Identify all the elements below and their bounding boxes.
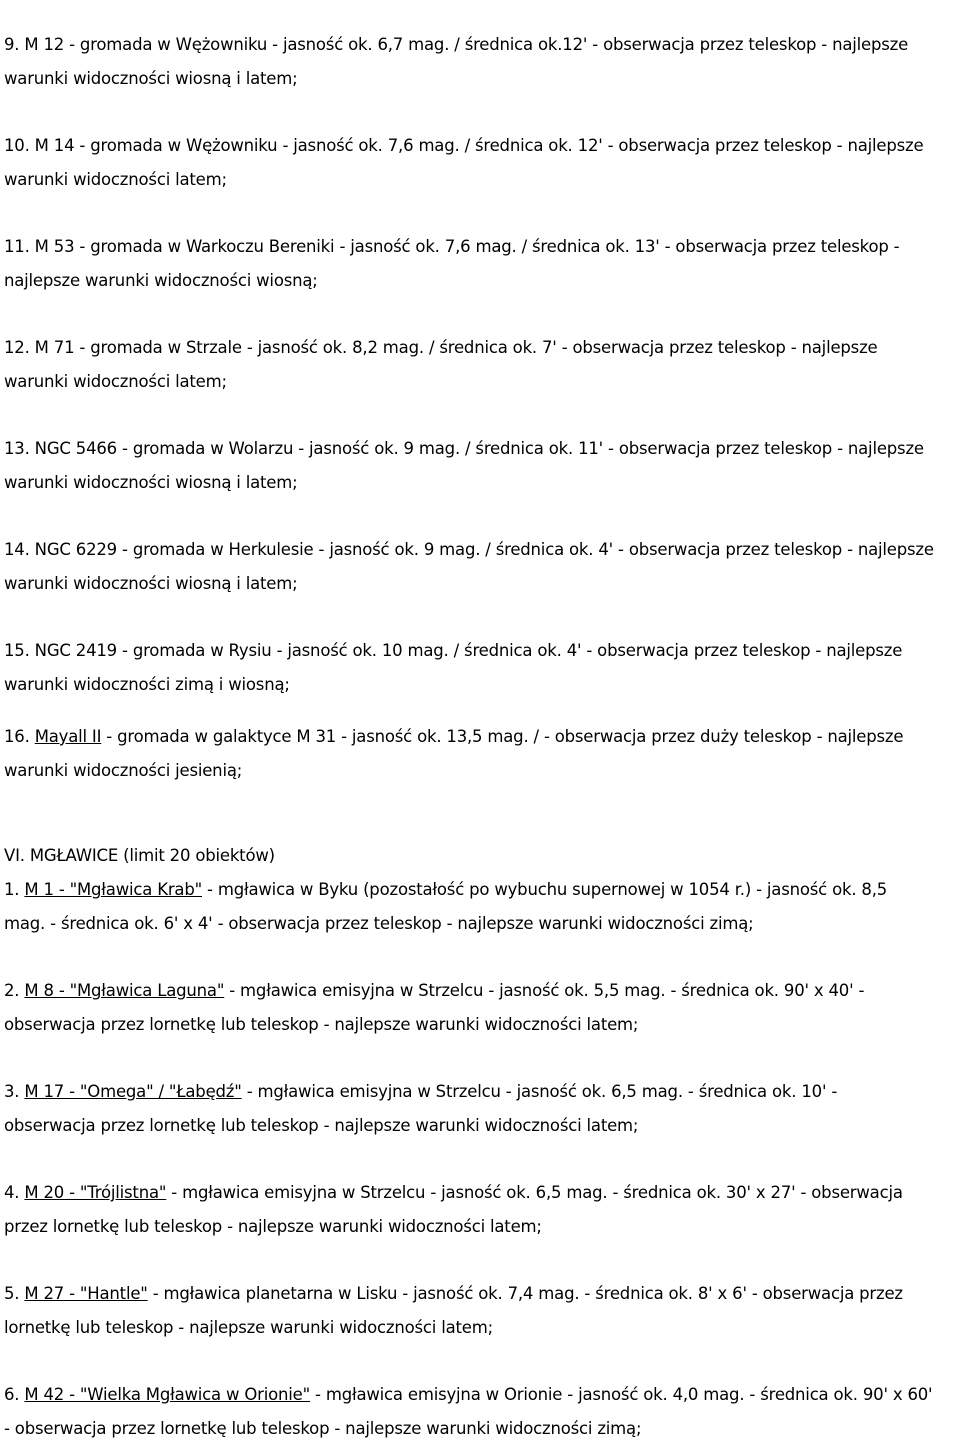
nebula-4-link[interactable]: M 20 - "Trójlistna" bbox=[24, 1183, 167, 1202]
nebula-2-text: - mgławica emisyjna w Strzelcu - jasność ok. 5,5 mag. - średnica ok. 90' x 40' - bbox=[224, 981, 865, 1000]
item-13-line-2: warunki widoczności wiosną i latem; bbox=[4, 473, 298, 492]
nebula-2-number: 2. bbox=[4, 981, 25, 1000]
item-12-line-1: 12. M 71 - gromada w Strzale - jasność ok. 8,2 mag. / średnica ok. 7' - obserwacja przez teleskop - najlepsze bbox=[4, 338, 878, 357]
item-10-line-1: 10. M 14 - gromada w Wężowniku - jasność ok. 7,6 mag. / średnica ok. 12' - obserwacja przez teleskop - najlepsze bbox=[4, 136, 924, 155]
nebula-6-text: - mgławica emisyjna w Orionie - jasność ok. 4,0 mag. - średnica ok. 90' x 60' bbox=[309, 1385, 933, 1404]
nebula-6-link[interactable]: M 42 - "Wielka Mgławica w Orionie" bbox=[24, 1385, 310, 1404]
item-16-line-1 bbox=[4, 726, 903, 748]
item-14-line-1: 14. NGC 6229 - gromada w Herkulesie - jasność ok. 9 mag. / średnica ok. 4' - obserwacja przez teleskop - najlepsze bbox=[4, 540, 934, 559]
item-11-line-2: najlepsze warunki widoczności wiosną; bbox=[4, 271, 318, 290]
item-10-line-2: warunki widoczności latem; bbox=[4, 170, 227, 189]
nebula-2-link[interactable]: M 8 - "Mgławica Laguna" bbox=[24, 981, 225, 1000]
nebula-1-number: 1. bbox=[4, 880, 25, 899]
item-9-line-2: warunki widoczności wiosną i latem; bbox=[4, 69, 298, 88]
nebula-3-line-2: obserwacja przez lornetkę lub teleskop - najlepsze warunki widoczności latem; bbox=[4, 1116, 639, 1135]
item-11-line-1: 11. M 53 - gromada w Warkoczu Bereniki - jasność ok. 7,6 mag. / średnica ok. 13' - obserwacja przez teleskop - bbox=[4, 237, 900, 256]
section-heading: VI. MGŁAWICE (limit 20 obiektów) bbox=[4, 846, 275, 865]
nebula-5-line-1 bbox=[4, 1283, 903, 1305]
item-15-line-2: warunki widoczności zimą i wiosną; bbox=[4, 675, 290, 694]
nebula-1-text: - mgławica w Byku (pozostałość po wybuchu supernowej w 1054 r.) - jasność ok. 8,5 bbox=[202, 880, 888, 899]
nebula-5-number: 5. bbox=[4, 1284, 25, 1303]
nebula-2-line-2: obserwacja przez lornetkę lub teleskop - najlepsze warunki widoczności latem; bbox=[4, 1015, 639, 1034]
nebula-3-link[interactable]: M 17 - "Omega" / "Łabędź" bbox=[24, 1082, 242, 1101]
nebula-1-line-1 bbox=[4, 879, 887, 901]
nebula-3-number: 3. bbox=[4, 1082, 25, 1101]
nebula-6-line-1 bbox=[4, 1384, 932, 1406]
nebula-1-link[interactable]: M 1 - "Mgławica Krab" bbox=[24, 880, 202, 899]
nebula-3-line-1 bbox=[4, 1081, 837, 1103]
item-9-line-1: 9. M 12 - gromada w Wężowniku - jasność ok. 6,7 mag. / średnica ok.12' - obserwacja przez teleskop - najlepsze bbox=[4, 35, 909, 54]
nebula-4-line-1 bbox=[4, 1182, 903, 1204]
item-13-line-1: 13. NGC 5466 - gromada w Wolarzu - jasność ok. 9 mag. / średnica ok. 11' - obserwacja przez teleskop - najlepsze bbox=[4, 439, 924, 458]
item-16-link[interactable]: Mayall II bbox=[34, 727, 102, 746]
nebula-3-text: - mgławica emisyjna w Strzelcu - jasność ok. 6,5 mag. - średnica ok. 10' - bbox=[241, 1082, 838, 1101]
nebula-4-number: 4. bbox=[4, 1183, 25, 1202]
nebula-4-text: - mgławica emisyjna w Strzelcu - jasność ok. 6,5 mag. - średnica ok. 30' x 27' - obserwacja bbox=[166, 1183, 903, 1202]
item-16-line-2: warunki widoczności jesienią; bbox=[4, 761, 243, 780]
nebula-5-line-2: lornetkę lub teleskop - najlepsze warunki widoczności latem; bbox=[4, 1318, 493, 1337]
item-12-line-2: warunki widoczności latem; bbox=[4, 372, 227, 391]
item-15-line-1: 15. NGC 2419 - gromada w Rysiu - jasność ok. 10 mag. / średnica ok. 4' - obserwacja przez teleskop - najlepsze bbox=[4, 641, 903, 660]
nebula-1-line-2: mag. - średnica ok. 6' x 4' - obserwacja przez teleskop - najlepsze warunki widoczności zimą; bbox=[4, 914, 754, 933]
nebula-6-number: 6. bbox=[4, 1385, 25, 1404]
nebula-5-link[interactable]: M 27 - "Hantle" bbox=[24, 1284, 148, 1303]
nebula-4-line-2: przez lornetkę lub teleskop - najlepsze warunki widoczności latem; bbox=[4, 1217, 542, 1236]
item-16-text: - gromada w galaktyce M 31 - jasność ok. 13,5 mag. / - obserwacja przez duży teleskop - najlepsze bbox=[101, 727, 904, 746]
nebula-2-line-1 bbox=[4, 980, 864, 1002]
nebula-6-line-2: - obserwacja przez lornetkę lub teleskop - najlepsze warunki widoczności zimą; bbox=[4, 1419, 642, 1438]
nebula-5-text: - mgławica planetarna w Lisku - jasność ok. 7,4 mag. - średnica ok. 8' x 6' - obserwacja przez bbox=[147, 1284, 903, 1303]
item-16-number: 16. bbox=[4, 727, 35, 746]
item-14-line-2: warunki widoczności wiosną i latem; bbox=[4, 574, 298, 593]
